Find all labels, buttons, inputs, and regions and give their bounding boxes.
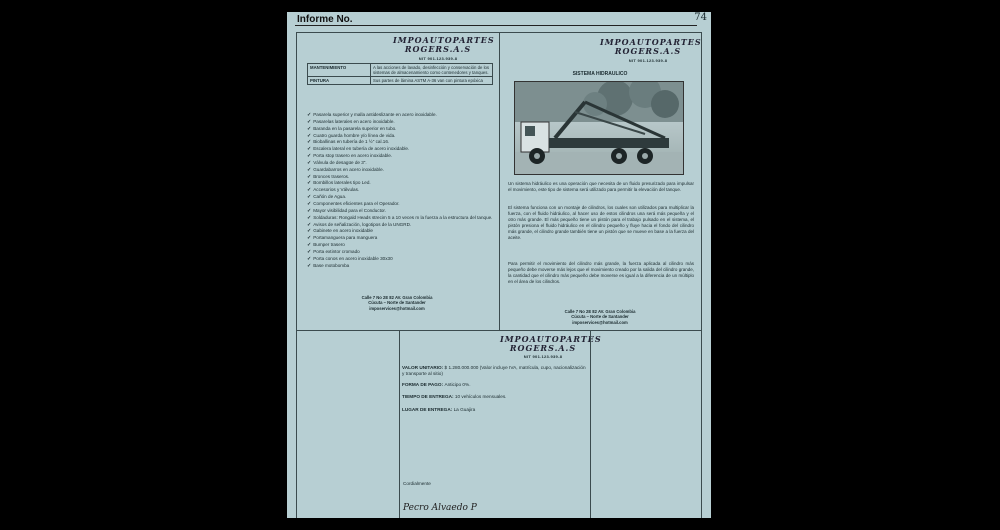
delivery-time-value: 10 vehículos mensuales.: [454, 394, 507, 400]
report-header-title: Informe No.: [297, 14, 353, 25]
spec-key: PINTURA: [308, 77, 371, 85]
spec-table: [307, 63, 493, 85]
feature-item: ✓ Porta stop trasero en acero inoxidable.: [307, 153, 495, 160]
delivery-place-line: [402, 407, 586, 413]
quote-info-block: [402, 365, 586, 413]
company-address-left: [327, 295, 467, 311]
delivery-place-label: LUGAR DE ENTREGA:: [402, 406, 454, 412]
right-hydraulic-panel: [499, 32, 702, 331]
truck-photo: [514, 81, 684, 175]
address-line-2: Cúcuta – Norte de Santander: [368, 300, 426, 306]
spec-key: MANTENIMIENTO: [308, 64, 371, 77]
spec-row-paint: [308, 77, 493, 85]
feature-item: ✓ Porta extintor cromado: [307, 249, 495, 256]
hydraulic-paragraph-2: El sistema funciona con un montaje de cilindros, los cuales son utilizados para multiplicar la fuerza, con el fluido hidráulico, al hacer uso de estos cilindros una será más pequeña y el otro más grande. El más pequeño tiene un pistón para el trabajo pulsado en el sistema, el pistón presiona el fluido hidráulico en el cilindro pequeño y fluye hacia el fondo del cilindro más grande, el cilindro grande también tiene un pistón que se mueve en base a la fuerza del aceite.: [508, 205, 694, 240]
hydraulic-section-title: SISTEMA HIDRAULICO: [572, 71, 628, 77]
feature-item: ✓ Gabinete en acero inoxidable: [307, 228, 495, 235]
feature-item: ✓ Guardabarros en acero inoxidable.: [307, 167, 495, 174]
delivery-time-line: [402, 394, 586, 400]
unit-value: $ 1.280.000.000 (Valor incluye IVA, matrícula, cupo, nacionalización y transporte al sitio): [402, 365, 586, 377]
handwritten-signature: Pecro Alvaedo P: [403, 503, 477, 513]
feature-item: ✓ Soldaduras: Rongald Heads strecim 5 a 10 veces m la fuerza a la estructura del tanque.: [307, 215, 495, 222]
company-email: imposervices@hotmail.com: [572, 319, 628, 325]
feature-item: ✓ Cañón de Agua.: [307, 194, 495, 201]
logo-line-2: ROGERS.A.S: [509, 343, 577, 353]
bottom-left-blank-panel: [296, 330, 400, 518]
payment-line: [402, 382, 586, 388]
feature-item: ✓ Cuatro guarda hombre y/o línea de vida.: [307, 133, 495, 140]
closing-text: Cordialmente: [403, 481, 431, 486]
unit-value-line: [402, 365, 586, 378]
address-line-1: Calle 7 No 2E 82 AV. Gran Colombia: [564, 309, 636, 314]
spec-value: Sus partes de lámina ASTM A-36 van con pintura epóxica: [371, 77, 493, 85]
logo-line-1: IMPOAUTOPARTES: [393, 35, 495, 45]
spec-table-wrapper: [307, 63, 493, 85]
feature-item: ✓ Válvula de desagüe de 3".: [307, 160, 495, 167]
company-address-right: [530, 309, 670, 325]
hook-lift-truck-image: [515, 82, 683, 174]
hydraulic-paragraph-1: Un sistema hidráulico es una operación que necesita de un fluido presurizado para impulsar el movimiento, este tipo de sistema será utilizado para permitir la elevación del tanque.: [508, 181, 694, 192]
spec-value: A las acciones de lavado, desinfección y conservación de los sistemas de almacenamiento como contenedores y tanques.: [371, 64, 493, 77]
feature-item: ✓ Bombillos laterales tipo Led.: [307, 180, 495, 187]
bottom-right-blank-panel: [590, 330, 702, 518]
spec-row-maintenance: [308, 64, 493, 77]
feature-item: ✓ Bumper trasero: [307, 242, 495, 249]
features-list: [307, 112, 495, 269]
feature-item: ✓ Componentes eficientes para el Operador.: [307, 201, 495, 208]
company-nit-left: NIT 901.123.939-8: [418, 56, 458, 61]
payment-label: FORMA DE PAGO:: [402, 381, 445, 387]
feature-item: ✓ Pasarela superior y malla antideslizante en acero inoxidable.: [307, 112, 495, 119]
address-line-1: Calle 7 No 2E 82 AV. Gran Colombia: [361, 295, 433, 300]
left-spec-panel: [296, 32, 500, 331]
feature-item: ✓ Mayor visibilidad para el Conductor.: [307, 208, 495, 215]
feature-item: ✓ Porta conos en acero inoxidable 30x30: [307, 256, 495, 263]
company-logo-left: [393, 35, 495, 54]
hydraulic-paragraph-3: Para permitir el movimiento del cilindro más grande, la fuerza aplicada al cilindro más pequeño debe moverse más lejos que el movimiento creado por la salida del cilindro grande, la cantidad que el cilindro más pequeño debe moverse es igual a la diferencia de un múltiplo en el área de los cilindros.: [508, 261, 694, 284]
payment-value: Anticipo 0%.: [444, 381, 471, 387]
feature-item: ✓ Escalera lateral en tubería de acero inoxidable.: [307, 146, 495, 153]
logo-line-2: ROGERS.A.S: [404, 44, 472, 54]
company-email: imposervices@hotmail.com: [369, 305, 425, 311]
feature-item: ✓ Baranda en la pasarela superior en tubo.: [307, 126, 495, 133]
feature-item: ✓ Accesorios y Válvulas.: [307, 187, 495, 194]
company-logo-right: [600, 37, 702, 56]
feature-item: ✓ Pasarelas laterales en acero inoxidable.: [307, 119, 495, 126]
company-nit-bottom: NIT 901.123.939-8: [523, 354, 563, 359]
feature-item: ✓ Avisos de señalización, logotipos de la UNGRD.: [307, 222, 495, 229]
delivery-place-value: La Guajira: [453, 406, 476, 412]
company-nit-right: NIT 901.123.939-8: [628, 58, 668, 63]
feature-item: ✓ Bioballinas en tubería de 1 ½" cal.16.: [307, 139, 495, 146]
company-logo-bottom: [500, 334, 602, 353]
delivery-time-label: TIEMPO DE ENTREGA:: [402, 394, 455, 400]
feature-item: ✓ Portamanguera para manguera: [307, 235, 495, 242]
feature-item: ✓ Bronces traseros.: [307, 174, 495, 181]
address-line-2: Cúcuta – Norte de Santander: [571, 314, 629, 320]
page-number: 74: [694, 12, 707, 23]
feature-item: ✓ Base motobomba: [307, 263, 495, 270]
logo-line-1: IMPOAUTOPARTES: [600, 37, 702, 47]
scanned-document-page: [287, 12, 711, 518]
bottom-quote-panel: [399, 330, 602, 518]
logo-line-1: IMPOAUTOPARTES: [500, 334, 602, 344]
unit-value-label: VALOR UNITARIO:: [402, 365, 445, 370]
logo-line-2: ROGERS.A.S: [614, 46, 682, 56]
header-rule: [295, 25, 697, 26]
